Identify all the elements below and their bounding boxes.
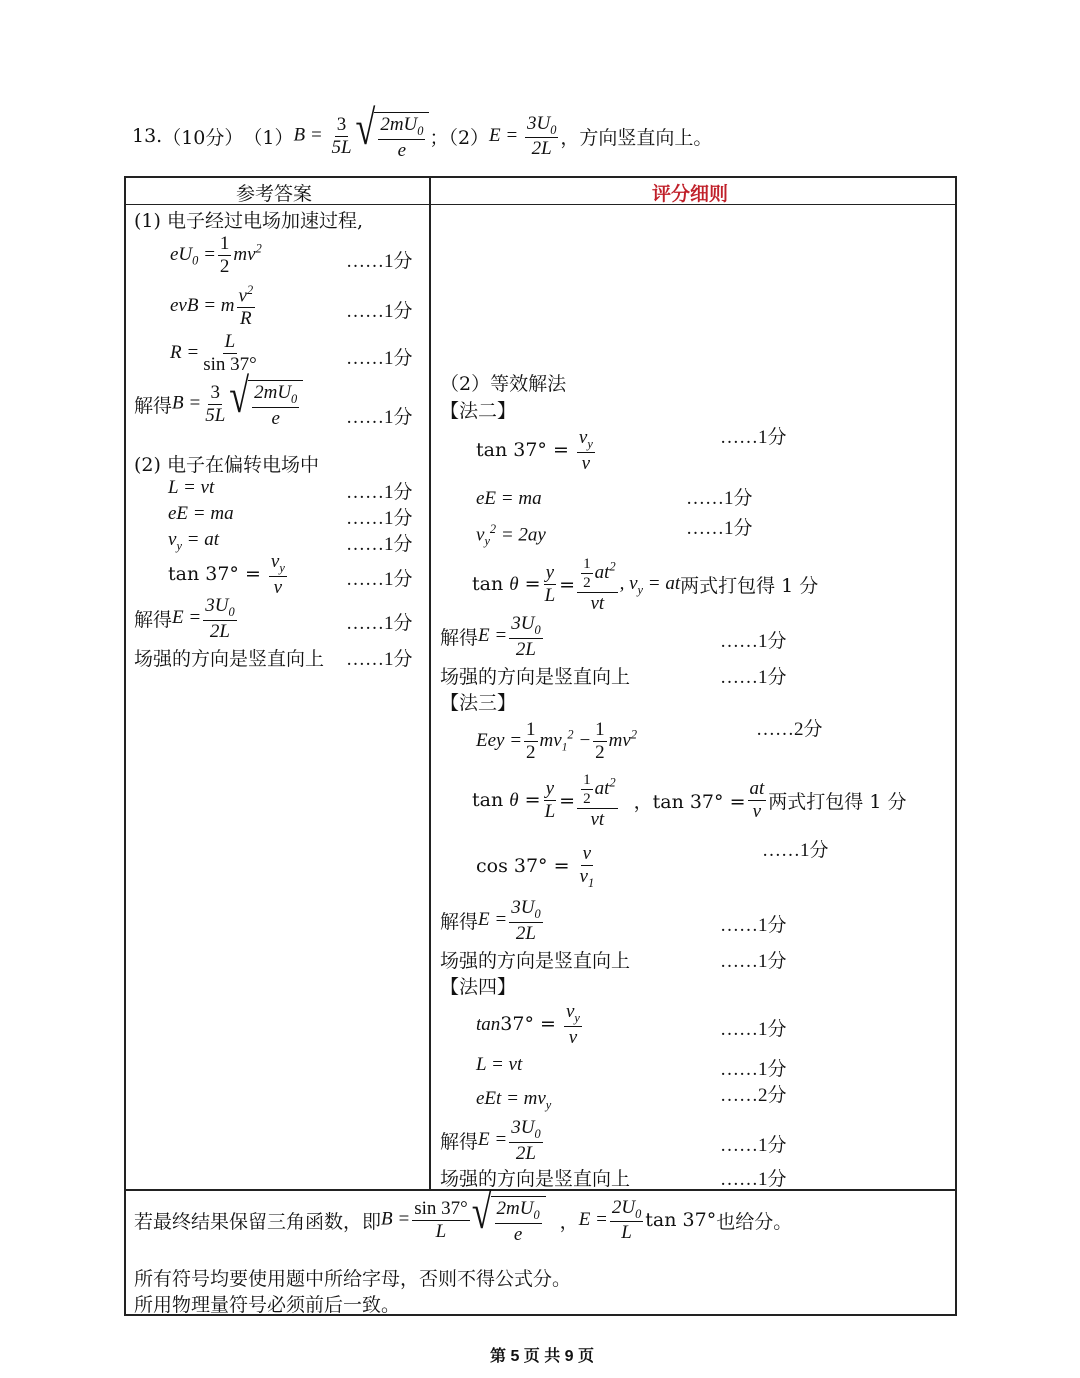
m2-combo-note: 两式打包得 1 分 (680, 575, 819, 598)
eq-solve-b: 解得 B = $\frac{3}{5L}$ √ $\frac{2mU_0}{e}$ (134, 380, 303, 429)
m3-eq-energy: Eey = $\frac{1}{2}$ $mv_1^2$ − $\frac{1}{2}$ $mv^2$ (476, 719, 637, 763)
score-m3-direction: ……1分 (720, 951, 787, 972)
m3-eq-tan-theta: tan θ = $\frac{y}{L}$ = $\frac{1}{2}$ $at^2$ vt ，tan 37° = $\frac{at}{v}$ 两式打包得 1 分 (472, 771, 907, 830)
eq-tan37: tan 37° = $\frac{v_y}{v}$ (168, 551, 285, 598)
solve-b-label: 解得 (134, 394, 173, 417)
score-m4-l-vt: ……1分 (720, 1059, 787, 1080)
method4-title: 【法四】 (440, 976, 517, 998)
solve-e-label-left: 解得 (134, 609, 173, 632)
answer-b-formula: B = $\frac{3}{5L}$ √ $\frac{2mU_0}{e}$ (294, 112, 430, 161)
right-column-header: 评分细则 (652, 183, 729, 205)
m2-eq-solve-e: 解得 E = $\frac{3U_0}{2L}$ (440, 613, 541, 660)
m2-eq-vy2: $v_y^2 = 2ay$ (476, 522, 546, 549)
footer-note-1-suffix: 也给分。 (716, 1210, 793, 1233)
m2-eq-tan-theta: tan θ = $\frac{y}{L}$ = $\frac{1}{2}$ $at^2$ vt , $v_y$ = at 两式打包得 1 分 (472, 555, 819, 614)
m2-solve-e-label: 解得 (440, 627, 479, 650)
m4-eq-solve-e: 解得 E = $\frac{3U_0}{2L}$ (440, 1117, 541, 1164)
eq-energy: $eU_0$ = $\frac{1}{2}$ $mv^2$ (170, 233, 262, 277)
m2-direction-note: 场强的方向是竖直向上 (440, 666, 631, 688)
score-m2-tan: ……1分 (720, 427, 787, 448)
left-step1-title: (1) 电子经过电场加速过程, (134, 210, 363, 232)
m3-combo-note: 两式打包得 1 分 (768, 791, 907, 814)
score-vy-at: ……1分 (346, 534, 413, 555)
score-m2-ee-ma: ……1分 (686, 488, 753, 509)
score-eq-energy: ……1分 (346, 251, 413, 272)
left-column-header: 参考答案 (236, 183, 313, 205)
question-number: 13. (132, 125, 163, 148)
score-eq-radius: ……1分 (346, 348, 413, 369)
score-m2-direction: ……1分 (720, 667, 787, 688)
part2-label: ；（2） (429, 126, 490, 149)
score-eq-lorentz: ……1分 (346, 301, 413, 322)
score-direction-left: ……1分 (346, 649, 413, 670)
m3-eq-cos37: cos 37° = $\frac{v}{v_1}$ (476, 843, 595, 890)
score-m4-tan: ……1分 (720, 1019, 787, 1040)
footer-note-1-prefix: 若最终结果保留三角函数，即 (134, 1210, 382, 1233)
score-m4-direction: ……1分 (720, 1169, 787, 1190)
question-points: （10分） (162, 126, 244, 149)
score-solve-b: ……1分 (346, 407, 413, 428)
footer-note-3: 所用物理量符号必须前后一致。 (134, 1294, 401, 1316)
m2-eq-ee-ma: eE = ma (476, 488, 542, 509)
question-header (132, 100, 713, 161)
left-step2-title: (2) 电子在偏转电场中 (134, 454, 319, 476)
score-m4-solve-e: ……1分 (720, 1135, 787, 1156)
table-border-left (124, 176, 126, 1316)
score-m3-tan: ……1分 (762, 840, 829, 861)
m4-eq-tan37: tan37° = $\frac{v_y}{v}$ (476, 1001, 580, 1048)
part1-label: （1） (243, 126, 294, 149)
score-tan37: ……1分 (346, 569, 413, 590)
answer-e-formula: E = $\frac{3U_0}{2L}$ (489, 112, 557, 160)
eq-lorentz: evB = m $\frac{v^2}{R}$ (170, 283, 254, 330)
m3-eq-solve-e: 解得 E = $\frac{3U_0}{2L}$ (440, 897, 541, 944)
footer-note-1: 若最终结果保留三角函数，即 B = $\frac{\sin 37^\circ}{L}$ √ $\frac{2mU_0}{e}$ ， E = $\frac{2U_0}{L}$ tan 37° 也给分。 (134, 1184, 793, 1245)
m3-solve-e-label: 解得 (440, 911, 479, 934)
table-border-right (955, 176, 957, 1316)
m4-solve-e-label: 解得 (440, 1131, 479, 1154)
m3-direction-note: 场强的方向是竖直向上 (440, 950, 631, 972)
answer-direction: ，方向竖直向上。 (560, 126, 713, 149)
table-border-top (124, 176, 957, 178)
score-m4-impulse: ……2分 (720, 1085, 787, 1106)
page-number: 第 5 页 共 9 页 (490, 1348, 595, 1365)
m4-eq-l-vt: L = vt (476, 1054, 523, 1075)
column-divider (429, 176, 431, 1190)
eq-radius: R = $\frac{L}{\sin 37^\circ}$ (170, 331, 257, 375)
m2-eq-tan37: tan 37° = $\frac{v_y}{v}$ (476, 427, 593, 474)
score-ee-ma: ……1分 (346, 508, 413, 529)
eq-l-vt: L = vt (168, 477, 215, 498)
left-direction-note: 场强的方向是竖直向上 (134, 648, 325, 670)
score-m3-energy: ……2分 (756, 719, 823, 740)
score-solve-e-left: ……1分 (346, 613, 413, 634)
score-m2-vy2: ……1分 (686, 518, 753, 539)
eq-solve-e-left: 解得 E = $\frac{3U_0}{2L}$ (134, 595, 235, 642)
method-intro: （2）等效解法 (440, 373, 567, 395)
method3-title: 【法三】 (440, 692, 517, 714)
score-m2-solve-e: ……1分 (720, 631, 787, 652)
eq-vy-at: $v_y$ = at (168, 529, 220, 553)
method2-title: 【法二】 (440, 400, 517, 422)
m4-eq-impulse: eEt = $mv_y$ (476, 1088, 552, 1112)
footer-note-2: 所有符号均要使用题中所给字母，否则不得公式分。 (134, 1268, 572, 1290)
eq-ee-ma: eE = ma (168, 503, 234, 524)
m4-direction-note: 场强的方向是竖直向上 (440, 1168, 631, 1190)
score-m3-solve-e: ……1分 (720, 915, 787, 936)
score-l-vt: ……1分 (346, 482, 413, 503)
